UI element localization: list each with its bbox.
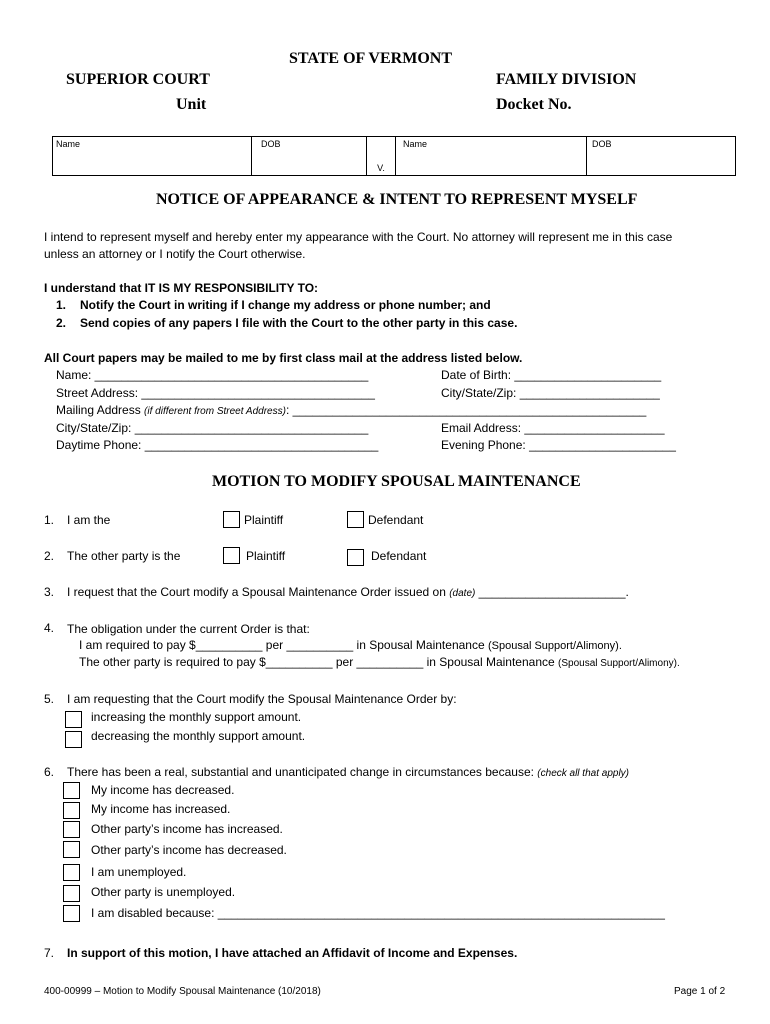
dob-field[interactable]: Date of Birth: ______________________ [441, 368, 662, 382]
mailing-address-label: Mailing Address [56, 403, 145, 417]
state-title: STATE OF VERMONT [289, 50, 452, 67]
party1-name-label: Name [56, 139, 81, 149]
intro-line-1: I intend to represent myself and hereby enter my appearance with the Court. No attorney will represent me in this case [44, 230, 673, 244]
q6-option-1-checkbox[interactable] [63, 782, 80, 799]
party2-name-label: Name [403, 139, 428, 149]
footer-form-id: 400-00999 – Motion to Modify Spousal Maintenance (10/2018) [44, 986, 321, 997]
name-field[interactable]: Name: _________________________________________ [56, 368, 369, 382]
q6-note: (check all that apply) [537, 768, 630, 779]
q4-line1-note: (Spousal Support/Alimony). [487, 640, 622, 652]
q1-text: I am the [67, 513, 111, 527]
responsibility-heading: I understand that IT IS MY RESPONSIBILITY TO: [44, 281, 319, 295]
footer-page-number: Page 1 of 2 [674, 986, 726, 997]
city-state-zip-field[interactable]: City/State/Zip: _____________________ [441, 386, 660, 400]
q4-line2-text: The other party is required to pay $__________ per __________ in Spousal Maintenance [79, 655, 559, 669]
q4-text: The obligation under the current Order is that: [67, 622, 310, 636]
email-field[interactable]: Email Address: _____________________ [441, 421, 665, 435]
q7-number: 7. [44, 946, 55, 960]
q6-number: 6. [44, 765, 55, 779]
q2-plaintiff-label: Plaintiff [246, 549, 286, 563]
unit-label: Unit [176, 96, 207, 113]
mailing-address-field[interactable] [56, 403, 646, 417]
q2-defendant-checkbox[interactable] [347, 549, 364, 566]
q6-option-6-label: Other party is unemployed. [91, 885, 236, 899]
q3-number: 3. [44, 585, 55, 599]
versus-cell [367, 137, 396, 176]
q1-plaintiff-checkbox[interactable] [223, 511, 240, 528]
q4-line2-note: (Spousal Support/Alimony). [558, 658, 680, 669]
intro-line-2: unless an attorney or I notify the Court otherwise. [44, 247, 306, 261]
q6-option-2-checkbox[interactable] [63, 802, 80, 819]
q2-number: 2. [44, 549, 55, 563]
q2-defendant-label: Defendant [371, 549, 427, 563]
responsibility-1: Notify the Court in writing if I change my address or phone number; and [80, 298, 491, 312]
q4-other-obligation-line[interactable] [79, 655, 680, 669]
mailing-city-state-zip-field[interactable]: City/State/Zip: ___________________________________ [56, 421, 369, 435]
q6-option-2-label: My income has increased. [91, 802, 231, 816]
party1-dob-cell[interactable] [252, 137, 367, 176]
motion-title: MOTION TO MODIFY SPOUSAL MAINTENANCE [212, 473, 581, 490]
party1-dob-label: DOB [261, 139, 281, 149]
court-name: SUPERIOR COURT [66, 71, 210, 88]
q1-defendant-label: Defendant [368, 513, 424, 527]
q5-number: 5. [44, 692, 55, 706]
q1-number: 1. [44, 513, 55, 527]
mail-heading: All Court papers may be mailed to me by first class mail at the address listed below. [44, 351, 523, 365]
q5-increase-checkbox[interactable] [65, 711, 82, 728]
q2-text: The other party is the [67, 549, 181, 563]
q5-decrease-checkbox[interactable] [65, 731, 82, 748]
q6-option-5-label: I am unemployed. [91, 865, 187, 879]
q2-plaintiff-checkbox[interactable] [223, 547, 240, 564]
q6-option-5-checkbox[interactable] [63, 864, 80, 881]
q6-label: There has been a real, substantial and unanticipated change in circumstances because: [67, 765, 538, 779]
party1-name-cell[interactable] [53, 137, 252, 176]
q6-option-7-checkbox[interactable] [63, 905, 80, 922]
q1-plaintiff-label: Plaintiff [244, 513, 284, 527]
party2-dob-label: DOB [592, 139, 612, 149]
mailing-address-note: (if different from Street Address) [144, 406, 286, 417]
q5-text: I am requesting that the Court modify the Spousal Maintenance Order by: [67, 692, 457, 706]
responsibility-2: Send copies of any papers I file with the Court to the other party in this case. [80, 316, 518, 330]
q6-option-1-label: My income has decreased. [91, 783, 235, 797]
caption-table [52, 136, 736, 176]
party2-name-cell[interactable] [396, 137, 587, 176]
street-address-field[interactable]: Street Address: ___________________________________ [56, 386, 375, 400]
q6-option-4-label: Other party’s income has decreased. [91, 843, 287, 857]
q6-option-3-label: Other party’s income has increased. [91, 822, 283, 836]
q5-decrease-label: decreasing the monthly support amount. [91, 729, 306, 743]
division-name: FAMILY DIVISION [496, 71, 637, 88]
q4-my-obligation-line[interactable] [79, 638, 622, 652]
versus-label: V. [377, 163, 385, 173]
q6-option-4-checkbox[interactable] [63, 841, 80, 858]
q3-label: I request that the Court modify a Spousal Maintenance Order issued on [67, 585, 450, 599]
q5-increase-label: increasing the monthly support amount. [91, 710, 302, 724]
q4-number: 4. [44, 621, 55, 635]
mailing-address-line: : _____________________________________________________ [285, 403, 647, 417]
responsibility-1-number: 1. [56, 298, 67, 312]
party2-dob-cell[interactable] [587, 137, 736, 176]
q1-defendant-checkbox[interactable] [347, 511, 364, 528]
responsibility-2-number: 2. [56, 316, 67, 330]
notice-title: NOTICE OF APPEARANCE & INTENT TO REPRESENT MYSELF [156, 191, 638, 208]
q6-text [67, 765, 629, 779]
daytime-phone-field[interactable]: Daytime Phone: ___________________________________ [56, 438, 379, 452]
evening-phone-field[interactable]: Evening Phone: ______________________ [441, 438, 676, 452]
q3-text[interactable] [67, 585, 629, 599]
q6-option-3-checkbox[interactable] [63, 821, 80, 838]
docket-label: Docket No. [496, 96, 572, 113]
q7-text: In support of this motion, I have attached an Affidavit of Income and Expenses. [67, 946, 518, 960]
q4-line1-text: I am required to pay $__________ per __________ in Spousal Maintenance [79, 638, 488, 652]
q3-date-line: ______________________. [475, 585, 629, 599]
q3-date-note: (date) [449, 588, 476, 599]
q6-option-7-label[interactable]: I am disabled because: ___________________________________________________________________ [91, 906, 665, 920]
q6-option-6-checkbox[interactable] [63, 885, 80, 902]
